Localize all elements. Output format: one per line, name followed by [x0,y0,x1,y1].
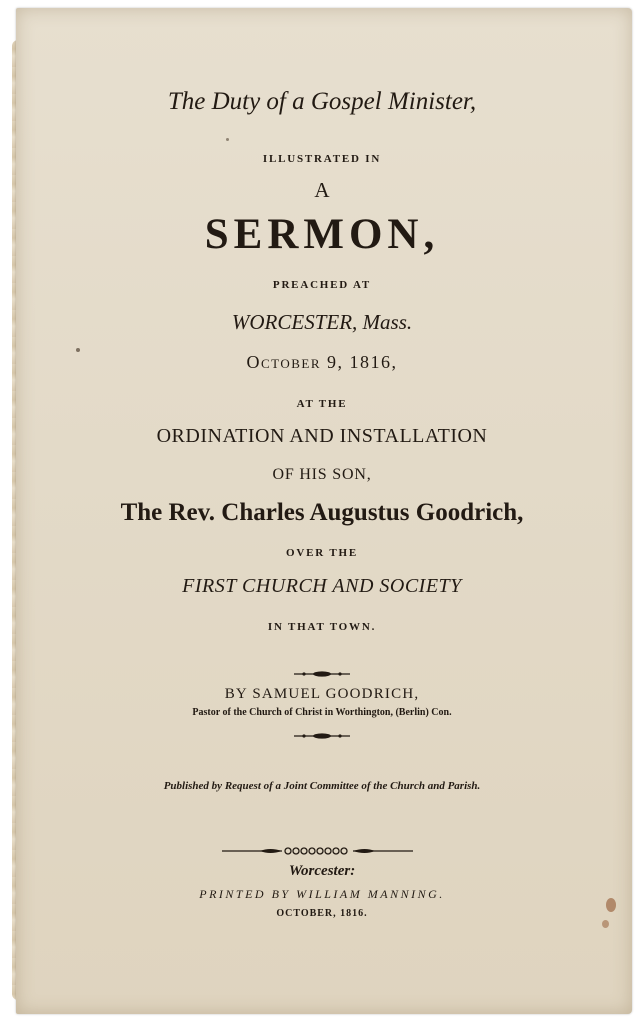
foxing-stain [602,920,609,928]
imprint-place: Worcester: [288,863,356,879]
in-that-town-text: IN THAT TOWN. [267,621,377,633]
illustrated-in-text: ILLUSTRATED IN [262,153,382,165]
preached-at-text: PREACHED AT [272,279,372,291]
of-his-son-text: OF HIS SON, [272,466,372,483]
occasion-text: ORDINATION AND INSTALLATION [156,425,488,447]
book-title: The Duty of a Gospel Minister, [167,88,477,115]
at-the-text: AT THE [296,398,348,410]
printer-line: PRINTED BY WILLIAM MANNING. [199,887,445,901]
foxing-stain [226,138,229,141]
place-text: WORCESTER, Mass. [231,310,413,334]
church-name: FIRST CHURCH AND SOCIETY [182,575,462,597]
minister-name: The Rev. Charles Augustus Goodrich, [120,499,524,526]
rule-ornament-icon [292,670,352,678]
ornamental-rule-icon [220,845,415,857]
imprint-date: OCTOBER, 1816. [276,908,368,919]
article-a: A [314,178,330,202]
rule-ornament-icon [292,732,352,740]
sermon-heading: SERMON, [204,211,440,258]
author-title: Pastor of the Church of Christ in Worthington, (Berlin) Con. [192,707,452,718]
publication-note: Published by Request of a Joint Committee of the Church and Parish. [163,780,481,792]
sermon-date: October 9, 1816, [246,352,398,372]
author-name: BY SAMUEL GOODRICH, [224,686,420,702]
over-the-text: OVER THE [286,547,358,559]
